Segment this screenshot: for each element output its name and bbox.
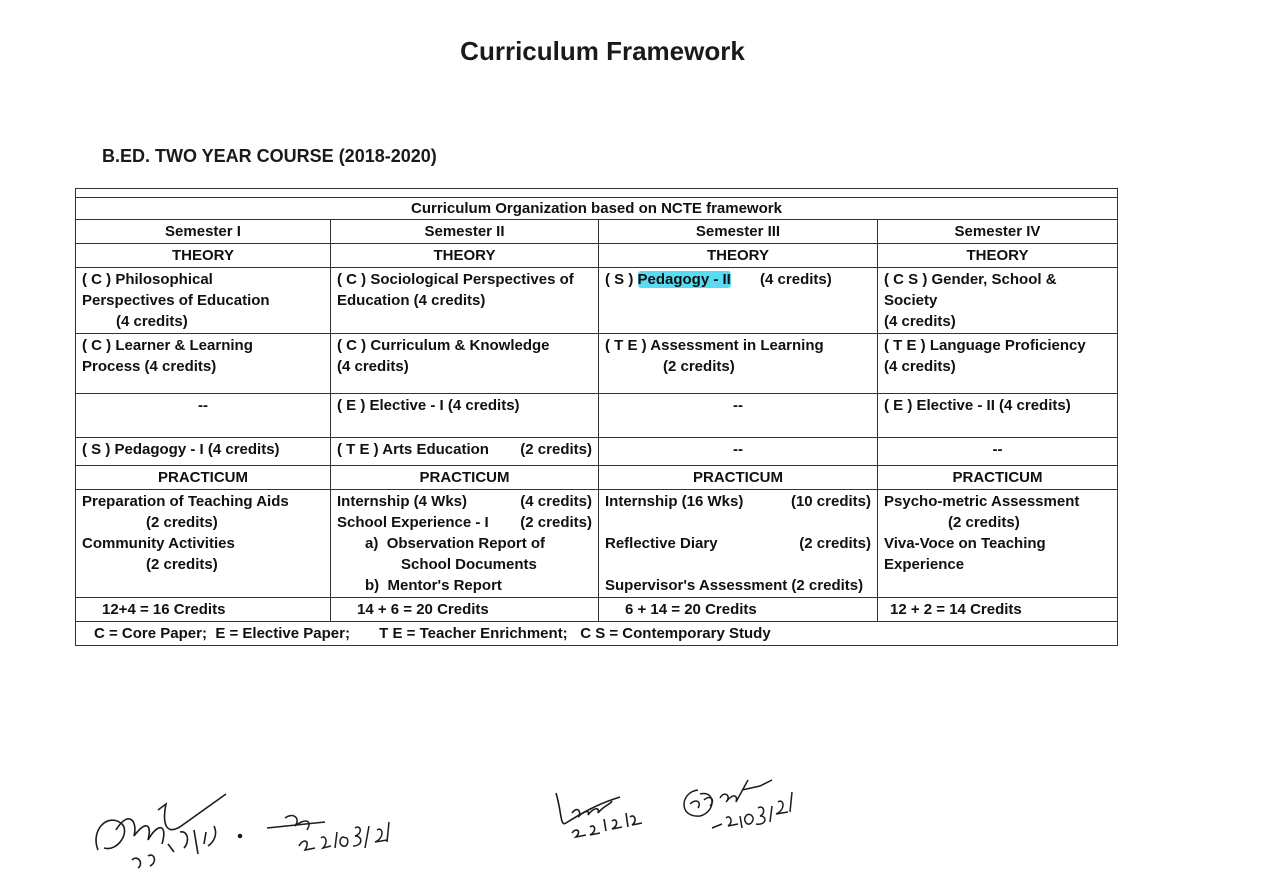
semester-header-row xyxy=(76,220,1118,244)
cell-line: ( C ) Learner & Learning xyxy=(82,337,253,354)
page-title: Curriculum Framework xyxy=(460,36,745,66)
table-cell xyxy=(76,490,331,598)
table-cell xyxy=(599,490,878,598)
cell-line: (4 credits) xyxy=(337,358,409,375)
theory-label: THEORY xyxy=(76,244,331,268)
signature-1 xyxy=(88,790,248,870)
theory-label-row xyxy=(76,244,1118,268)
cell-line: Education (4 credits) xyxy=(337,292,486,309)
practicum-label: PRACTICUM xyxy=(331,466,599,490)
signature-2 xyxy=(265,808,395,858)
table-cell xyxy=(76,268,331,334)
cell-line: Internship (16 Wks) xyxy=(605,493,744,510)
cell-line: Viva-Voce on Teaching xyxy=(884,535,1046,552)
cell-line: ( T E ) Assessment in Learning xyxy=(605,337,824,354)
list-marker: a) xyxy=(365,535,379,552)
cell-line: ( C ) Curriculum & Knowledge xyxy=(337,337,550,354)
cell-line: Observation Report of xyxy=(386,535,546,552)
highlighted-text: Pedagogy - II xyxy=(637,271,731,288)
table-cell xyxy=(878,490,1118,598)
curriculum-table xyxy=(75,188,1118,646)
legend-core: C = Core Paper; xyxy=(94,625,207,642)
total-cell: 12+4 = 16 Credits xyxy=(76,598,331,622)
semester-header: Semester I xyxy=(76,220,331,244)
table-cell xyxy=(331,268,599,334)
semester-header: Semester III xyxy=(599,220,878,244)
table-cell: -- xyxy=(76,394,331,438)
cell-line: (2 credits) xyxy=(520,441,592,458)
table-cell xyxy=(331,334,599,394)
cell-line: Psycho-metric Assessment xyxy=(884,493,1080,510)
legend-contemporary-study: C S = Contemporary Study xyxy=(580,625,771,642)
cell-line: Internship (4 Wks) xyxy=(337,493,468,510)
cell-line: Mentor's Report xyxy=(387,577,502,594)
legend-elective: E = Elective Paper; xyxy=(215,625,350,642)
cell-line: (4 credits) xyxy=(760,271,832,288)
cell-line: (2 credits) xyxy=(146,556,218,573)
cell-line: Experience xyxy=(884,556,965,573)
signature-3 xyxy=(552,783,652,843)
table-cell: ( E ) Elective - I (4 credits) xyxy=(331,394,599,438)
cell-line: (2 credits) xyxy=(948,514,1020,531)
theory-label: THEORY xyxy=(331,244,599,268)
cell-line: ( T E ) Language Proficiency xyxy=(884,337,1086,354)
cell-line: School Experience - I xyxy=(337,514,489,531)
totals-row xyxy=(76,598,1118,622)
cell-line: (2 credits) xyxy=(663,358,735,375)
cell-line: (2 credits) xyxy=(799,535,871,552)
table-cell xyxy=(331,490,599,598)
table-cell: -- xyxy=(599,438,878,466)
table-caption: Curriculum Organization based on NCTE framework xyxy=(76,198,1118,220)
cell-line: Process (4 credits) xyxy=(82,358,217,375)
cell-line: Community Activities xyxy=(82,535,235,552)
theory-label: THEORY xyxy=(599,244,878,268)
total-cell: 12 + 2 = 14 Credits xyxy=(878,598,1118,622)
table-cell xyxy=(599,268,878,334)
signature-4 xyxy=(676,772,806,842)
total-cell: 14 + 6 = 20 Credits xyxy=(331,598,599,622)
table-cell: ( S ) Pedagogy - I (4 credits) xyxy=(76,438,331,466)
cell-line: (4 credits) xyxy=(520,493,592,510)
cell-line: (2 credits) xyxy=(146,514,218,531)
list-item xyxy=(337,533,592,554)
legend-row xyxy=(76,622,1118,646)
cell-line: (4 credits) xyxy=(884,358,956,375)
cell-line: Preparation of Teaching Aids xyxy=(82,493,289,510)
table-cell xyxy=(331,438,599,466)
theory-row xyxy=(76,438,1118,466)
theory-label: THEORY xyxy=(878,244,1118,268)
cell-line: (2 credits) xyxy=(520,514,592,531)
table-cell: ( E ) Elective - II (4 credits) xyxy=(878,394,1118,438)
theory-row xyxy=(76,268,1118,334)
table-cell xyxy=(878,268,1118,334)
cell-line: School Documents xyxy=(401,556,537,573)
cell-line: (4 credits) xyxy=(884,313,956,330)
practicum-label-row xyxy=(76,466,1118,490)
cell-line: (10 credits) xyxy=(790,493,871,510)
table-top-border xyxy=(76,189,1118,198)
semester-header: Semester II xyxy=(331,220,599,244)
practicum-label: PRACTICUM xyxy=(76,466,331,490)
practicum-label: PRACTICUM xyxy=(599,466,878,490)
practicum-row xyxy=(76,490,1118,598)
cell-line: ( C ) Sociological Perspectives of xyxy=(337,271,574,288)
legend-teacher-enrichment: T E = Teacher Enrichment; xyxy=(379,625,568,642)
table-cell xyxy=(599,334,878,394)
cell-line: ( S ) xyxy=(605,271,638,288)
cell-line: ( T E ) Arts Education xyxy=(337,441,489,458)
legend xyxy=(76,622,1118,646)
cell-line: Society xyxy=(884,292,938,309)
list-item xyxy=(337,575,592,596)
list-marker: b) xyxy=(365,577,380,594)
course-heading: B.ED. TWO YEAR COURSE (2018-2020) xyxy=(102,146,437,166)
table-cell xyxy=(878,334,1118,394)
semester-header: Semester IV xyxy=(878,220,1118,244)
cell-line: Perspectives of Education xyxy=(82,292,270,309)
theory-row xyxy=(76,334,1118,394)
cell-line: Reflective Diary xyxy=(605,535,718,552)
cell-line: ( C S ) Gender, School & xyxy=(884,271,1057,288)
table-cell xyxy=(76,334,331,394)
cell-line: ( C ) Philosophical xyxy=(82,271,213,288)
theory-row xyxy=(76,394,1118,438)
total-cell: 6 + 14 = 20 Credits xyxy=(599,598,878,622)
practicum-label: PRACTICUM xyxy=(878,466,1118,490)
table-cell: -- xyxy=(878,438,1118,466)
cell-line: (4 credits) xyxy=(116,313,188,330)
cell-line: Supervisor's Assessment (2 credits) xyxy=(605,577,864,594)
table-cell: -- xyxy=(599,394,878,438)
